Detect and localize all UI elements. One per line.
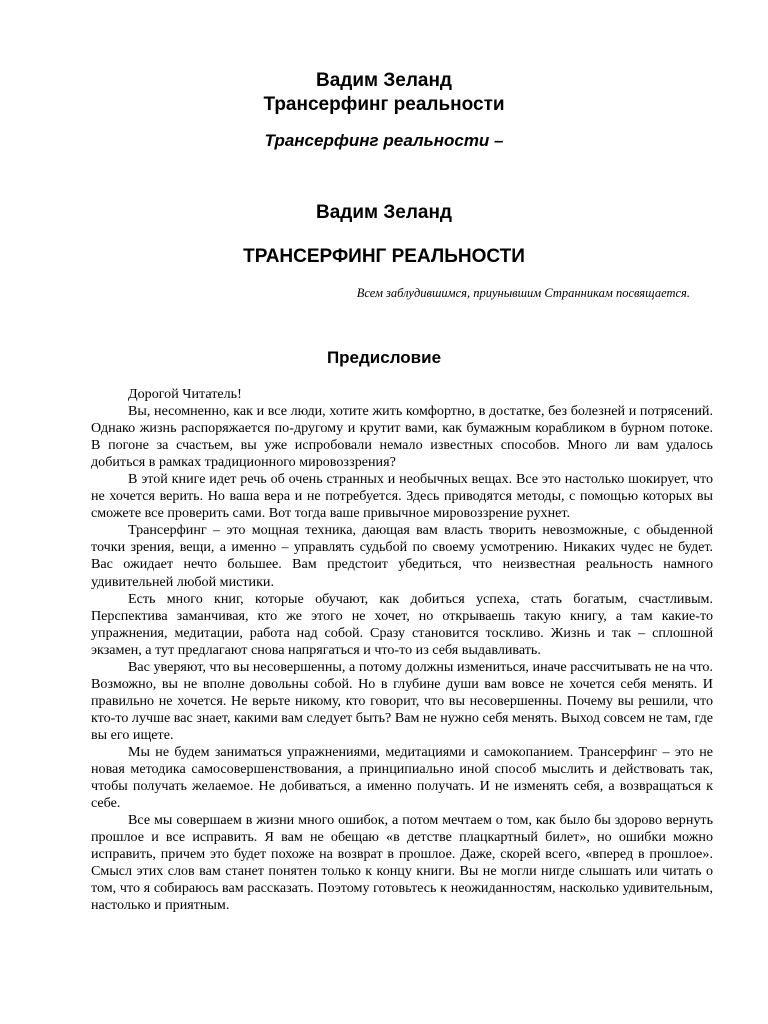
header-subtitle: Трансерфинг реальности – bbox=[264, 131, 504, 150]
paragraph: Вы, несомненно, как и все люди, хотите жить комфортно, в достатке, без болезней и потрясений. Однако жизнь распоряжается по-другому и крутит вами, как бумажным корабликом в бурном потоке. В погоне за счастьем, вы уже испробовали немало известных способов. Много ли вам удалось добиться в рамках традиционного мировоззрения? bbox=[91, 403, 713, 471]
paragraph: Мы не будем заниматься упражнениями, медитациями и самокопанием. Трансерфинг – это не новая методика самосовершенствования, а принципиально иной способ мыслить и действовать так, чтобы получать желаемое. Не добиваться, а именно получать. И не изменять себя, а возвращаться к себе. bbox=[91, 743, 713, 812]
preface-body bbox=[91, 386, 713, 914]
book-author: Вадим Зеланд bbox=[315, 202, 452, 223]
paragraph: Трансерфинг – это мощная техника, дающая вам власть творить невозможные, с обыденной точки зрения, вещи, а именно – управлять судьбой по своему усмотрению. Никаких чудес не будет. Вас ожидает нечто большее. Вам предстоит убедиться, что неизвестная реальность намного удивительней любой мистики. bbox=[91, 522, 713, 590]
paragraph: Все мы совершаем в жизни много ошибок, а потом мечтаем о том, как было бы здорово вернуть прошлое и все исправить. Я вам не обещаю «в детстве плацкартный билет», но ошибки можно исправить, причем это будет похоже на возврат в прошлое. Даже, скорей всего, «вперед в прошлое». Смысл этих слов вам станет понятен только к концу книги. Вы не могли нигде слышать или читать о том, что я собираюсь вам рассказать. Поэтому готовьтесь к неожиданностям, насколько удивительным, настолько и приятным. bbox=[91, 812, 713, 914]
book-title: ТРАНСЕРФИНГ РЕАЛЬНОСТИ bbox=[243, 246, 525, 267]
paragraph: Есть много книг, которые обучают, как добиться успеха, стать богатым, счастливым. Перспектива заманчивая, кто же этого не хочет, но открываешь такую книгу, а там какие-то упражнения, медитации, работа над собой. Сразу становится тоскливо. Жизнь и так – сплошной экзамен, а тут предлагают снова напрягаться и что-то из себя выдавливать. bbox=[91, 590, 713, 658]
preface-heading: Предисловие bbox=[326, 348, 442, 367]
dedication: Всем заблудившимся, приунывшим Странникам посвящается. bbox=[356, 286, 690, 300]
paragraph-greeting: Дорогой Читатель! bbox=[128, 386, 242, 402]
header-author: Вадим Зеланд bbox=[315, 70, 452, 91]
paragraph: В этой книге идет речь об очень странных и необычных вещах. Все это настолько шокирует, что не хочется верить. Но ваша вера и не потребуется. Здесь приводятся методы, с помощью которых вы сможете все проверить сами. Вот тогда ваше привычное мировоззрение рухнет. bbox=[91, 471, 713, 522]
header-title: Трансерфинг реальности bbox=[263, 94, 505, 115]
paragraph: Вас уверяют, что вы несовершенны, а потому должны измениться, иначе рассчитывать не на что. Возможно, вы не вполне довольны собой. Но в глубине души вам вовсе не хочется себя менять. И правильно не хочется. Не верьте никому, кто говорит, что вы несовершенны. Почему вы решили, что кто-то лучше вас знает, какими вам следует быть? Вам не нужно себя менять. Выход совсем не там, где вы его ищете. bbox=[91, 658, 713, 743]
